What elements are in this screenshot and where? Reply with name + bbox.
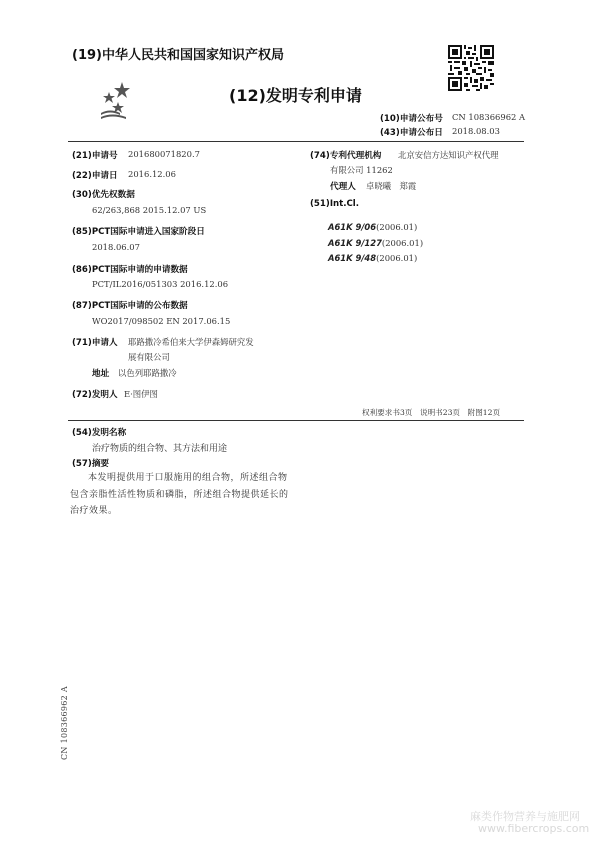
- filing-date-label: (22)申请日: [72, 171, 118, 181]
- patent-agency-line-2: 有限公司 11262: [330, 165, 393, 175]
- watermark-line-1: 麻类作物营养与施肥网: [470, 810, 580, 823]
- address-label: 地址: [92, 369, 110, 379]
- ipc-date: (2006.01): [376, 222, 418, 232]
- agent-label: 代理人: [330, 182, 356, 192]
- office-name: (19)中华人民共和国国家知识产权局: [72, 48, 284, 63]
- publication-date-label: (43)申请公布日: [380, 128, 443, 138]
- abstract-label: (57)摘要: [72, 459, 110, 469]
- publication-number: CN 108366962 A: [452, 112, 526, 122]
- document-type-title: (12)发明专利申请: [229, 86, 362, 105]
- agent-value: 卓晓曦 郑霞: [366, 181, 417, 191]
- pct-national-entry-date: 2018.06.07: [92, 242, 140, 252]
- ipc-entry: [328, 246, 417, 265]
- application-number-label: (21)申请号: [72, 151, 118, 161]
- header-divider: [68, 141, 524, 142]
- ipc-date: (2006.01): [376, 253, 418, 263]
- pages-info: 权利要求书3页 说明书23页 附图12页: [362, 408, 501, 417]
- pct-national-entry-label: (85)PCT国际申请进入国家阶段日: [72, 227, 205, 237]
- section-divider: [68, 420, 524, 421]
- publication-date: 2018.08.03: [452, 126, 500, 136]
- cnipa-logo-icon: [100, 80, 142, 120]
- inventor-value: E·图伊图: [124, 389, 158, 399]
- ipc-code: A61K 9/06: [328, 222, 377, 232]
- ipc-date: (2006.01): [381, 238, 424, 248]
- invention-title: 治疗物质的组合物、其方法和用途: [92, 444, 228, 454]
- abstract-text: 本发明提供用于口服施用的组合物，所述组合物包含亲脂性活性物质和磷脂，所述组合物提供延长的治疗效果。: [70, 473, 289, 516]
- priority-data-label: (30)优先权数据: [72, 190, 135, 200]
- pct-application-value: PCT/IL2016/051303 2016.12.06: [92, 279, 229, 289]
- invention-title-label: (54)发明名称: [72, 428, 127, 438]
- watermark-line-2: www.fibercrops.com: [478, 822, 590, 835]
- pct-publication-label: (87)PCT国际申请的公布数据: [72, 301, 188, 311]
- application-number: 201680071820.7: [128, 149, 200, 159]
- side-publication-number: CN 108366962 A: [60, 686, 69, 760]
- publication-number-label: (10)申请公布号: [380, 114, 443, 124]
- filing-date: 2016.12.06: [128, 169, 176, 179]
- patent-agency-line-1: 北京安信方达知识产权代理: [398, 150, 499, 160]
- inventor-label: (72)发明人: [72, 390, 118, 400]
- ipc-code: A61K 9/127: [328, 238, 382, 248]
- qr-code-icon: [448, 45, 494, 91]
- patent-agency-label: (74)专利代理机构: [310, 151, 382, 161]
- applicant-line-2: 展有限公司: [128, 352, 170, 362]
- pct-publication-value: WO2017/098502 EN 2017.06.15: [92, 316, 231, 326]
- ipc-label: (51)Int.Cl.: [310, 199, 360, 209]
- ipc-code: A61K 9/48: [328, 253, 377, 263]
- address-value: 以色列耶路撒冷: [118, 368, 177, 378]
- applicant-label: (71)申请人: [72, 338, 118, 348]
- pct-application-label: (86)PCT国际申请的申请数据: [72, 265, 188, 275]
- priority-data-value: 62/263,868 2015.12.07 US: [92, 205, 207, 215]
- applicant-line-1: 耶路撒冷希伯来大学伊森姆研究发: [128, 337, 254, 347]
